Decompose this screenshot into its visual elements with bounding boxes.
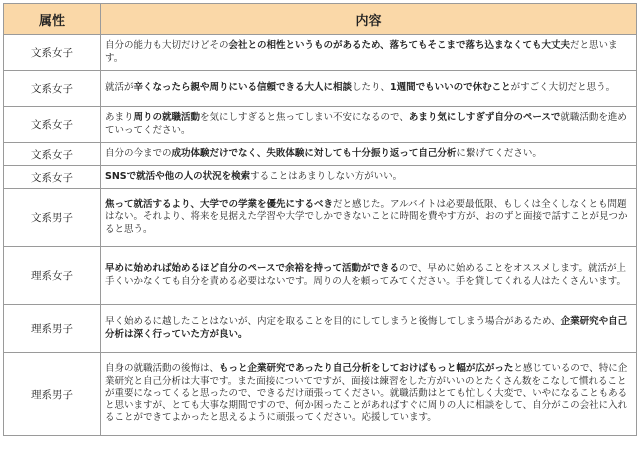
table-row bbox=[4, 189, 637, 247]
row-attribute: 理系男子 bbox=[4, 305, 101, 353]
row-content bbox=[101, 35, 637, 71]
content-emphasis: 成功体験だけでなく、失敗体験に対しても十分振り返って自己分析 bbox=[171, 147, 457, 159]
content-text: 就活が bbox=[105, 82, 134, 94]
table-row bbox=[4, 166, 637, 189]
content-text: ので、早めに始めることをオススメします。就活が上手くいかなくても自分を責める必要はないです。周りの人を頼ってみてください。手を貸してくれる人はたくさんいます。 bbox=[105, 263, 626, 287]
content-text: を気にしすぎると焦ってしまい不安になるので、 bbox=[200, 112, 409, 124]
row-attribute: 文系女子 bbox=[4, 71, 101, 107]
header-content: 内容 bbox=[101, 4, 637, 35]
table-row bbox=[4, 35, 637, 71]
table-row bbox=[4, 143, 637, 166]
content-emphasis: SNSで就活や他の人の状況を検索 bbox=[105, 170, 251, 182]
row-attribute: 理系男子 bbox=[4, 353, 101, 436]
content-emphasis: 早めに始めれば始めるほど自分のペースで余裕を持って活動ができる bbox=[105, 263, 400, 275]
row-attribute: 文系女子 bbox=[4, 143, 101, 166]
content-emphasis: 1週間でもいいので休むこと bbox=[390, 82, 511, 94]
content-emphasis: 辛くなったら親や周りにいる信頼できる大人に相談 bbox=[133, 82, 353, 94]
row-content bbox=[101, 143, 637, 166]
content-text: することはあまりしない方がいい。 bbox=[250, 170, 403, 182]
table-row bbox=[4, 247, 637, 305]
content-emphasis: 会社との相性というものがあるため、落ちてもそこまで落ち込まなくても大丈夫 bbox=[228, 40, 571, 52]
content-emphasis: 周りの就職活動 bbox=[133, 112, 201, 124]
row-content bbox=[101, 107, 637, 143]
table-row bbox=[4, 305, 637, 353]
row-content bbox=[101, 305, 637, 353]
row-content bbox=[101, 353, 637, 436]
table-row bbox=[4, 71, 637, 107]
row-attribute: 文系女子 bbox=[4, 107, 101, 143]
row-attribute: 理系女子 bbox=[4, 247, 101, 305]
content-emphasis: もっと企業研究であったり自己分析をしておけばもっと幅が広がった bbox=[219, 363, 514, 375]
content-text: だと感じた。アルバイトは必要最低限、もしくは全くしなくとも問題はない。それより、将来を見据えた学習や大学でしかできないことに時間を費やす方が、おのずと面接で話すことが見つかると思う。 bbox=[105, 199, 628, 235]
content-text: がすごく大切だと思う。 bbox=[510, 82, 616, 94]
content-text: 就職活動を進めていってください。 bbox=[105, 112, 627, 136]
content-emphasis: あまり気にしすぎず自分のペースで bbox=[408, 112, 561, 124]
content-emphasis: 焦って就活するより、大学での学業を優先にするべき bbox=[105, 199, 334, 211]
content-text: だと思います。 bbox=[105, 40, 618, 64]
row-content bbox=[101, 247, 637, 305]
row-attribute: 文系男子 bbox=[4, 189, 101, 247]
content-text: に繋げてください。 bbox=[456, 147, 542, 159]
content-text: 自分の今までの bbox=[105, 147, 172, 159]
content-emphasis: 企業研究や自己分析は深く行っていた方が良い。 bbox=[105, 316, 628, 340]
content-text: 自分の能力も大切だけどその bbox=[105, 40, 229, 52]
table-row bbox=[4, 353, 637, 436]
content-text: 自身の就職活動の後悔は、 bbox=[105, 363, 220, 375]
content-text: したり、 bbox=[352, 82, 391, 94]
content-text: 早く始めるに越したことはないが、内定を取ることを目的にしてしまうと後悔してしまう場合があるため、 bbox=[105, 316, 561, 328]
table-body bbox=[4, 35, 637, 436]
table-row bbox=[4, 107, 637, 143]
content-text: あまり bbox=[105, 112, 134, 124]
advice-table bbox=[3, 3, 637, 436]
row-content bbox=[101, 71, 637, 107]
content-text: と感じているので、特に企業研究と自己分析は大事です。また面接についてですが、面接は練習をした方がいいのとたくさん数をこなして慣れることが重要になってくると思ったので、できるだけ頑張ってください。就職活動はとても忙しく大変で、いやになることもあると思いますが、とても大事な期間ですので、何か困ったことがあればすぐに周りの人に相談をして、自分がこの会社に入れることができてよかったと思えるように頑張ってください。応援しています。 bbox=[105, 363, 628, 424]
row-content bbox=[101, 166, 637, 189]
row-attribute: 文系女子 bbox=[4, 166, 101, 189]
row-attribute: 文系女子 bbox=[4, 35, 101, 71]
header-attr: 属性 bbox=[4, 4, 101, 35]
table-header-row bbox=[4, 4, 637, 35]
row-content bbox=[101, 189, 637, 247]
